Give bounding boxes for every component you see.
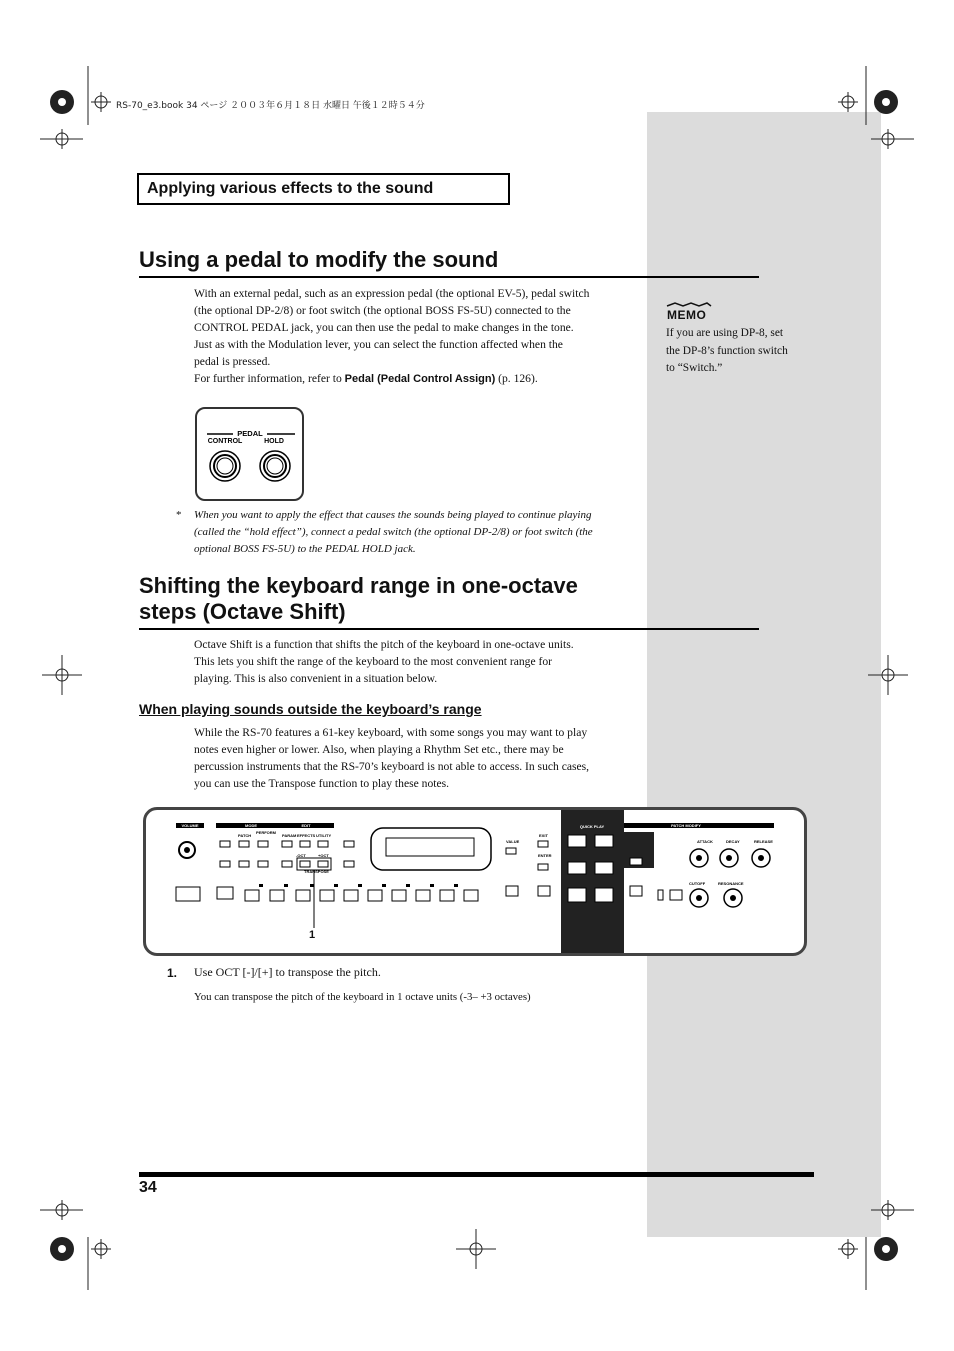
callout-1: 1	[309, 929, 316, 941]
svg-text:VALUE: VALUE	[506, 839, 520, 844]
svg-text:DECAY: DECAY	[726, 839, 740, 844]
svg-text:PERFORM: PERFORM	[256, 830, 276, 835]
svg-text:EDIT: EDIT	[301, 823, 311, 828]
svg-text:RELEASE: RELEASE	[754, 839, 773, 844]
svg-text:VOLUME: VOLUME	[181, 823, 199, 828]
reference-line: For further information, refer to Pedal (Pedal Control Assign) (p. 126).	[194, 372, 538, 385]
pedal-paragraph: With an external pedal, such as an expression pedal (the optional EV-5), pedal switch (the optional DP-2/8) or foot switch (the optional BOSS FS-5U) connected to the CONTROL PEDAL jack, you can then use the pedal to make changes in the tone. Just as with the Modulation lever, you can select the function affected when the pedal is pressed. For further information, refer to Pedal (Pedal Control Assign) (p. 126).	[194, 285, 634, 388]
oct-minus-button[interactable]	[300, 861, 310, 867]
memo-text: If you are using DP-8, set the DP-8’s function switch to “Switch.”	[666, 327, 788, 374]
step-number: 1.	[167, 966, 178, 980]
section-tab: Applying various effects to the sound	[137, 173, 510, 205]
svg-text:RESONANCE: RESONANCE	[718, 881, 744, 886]
svg-text:PATCH MODIFY: PATCH MODIFY	[671, 823, 701, 828]
print-header: RS-70_e3.book 34 ページ ２００３年６月１８日 水曜日 午後１２時５４分	[116, 101, 425, 111]
hold-note: * When you want to apply the effect that causes the sounds being played to continue playing (called the “hold effect”), connect a pedal switch (the optional DP-2/8) or foot switch (the optional BOSS FS-5U) to the PEDAL HOLD jack.	[176, 509, 593, 555]
svg-text:PARAM: PARAM	[282, 833, 297, 838]
hold-jack	[260, 451, 290, 481]
step-text: Use OCT [-]/[+] to transpose the pitch.	[194, 965, 381, 979]
oct-plus-button[interactable]	[318, 861, 328, 867]
svg-text:QUICK PLAY: QUICK PLAY	[579, 824, 605, 829]
memo-icon: MEMO	[667, 304, 706, 318]
pedal-group-label: PEDAL	[237, 429, 263, 438]
front-panel-diagram	[143, 807, 807, 956]
octave-paragraph: Octave Shift is a function that shifts the pitch of the keyboard in one-octave units. This lets you shift the range of the keyboard to the most convenient range for playing. This is also convenient in a situation below.	[194, 638, 574, 685]
svg-text:ENTER: ENTER	[538, 853, 552, 858]
svg-text:EFFECTS: EFFECTS	[297, 833, 316, 838]
svg-text:MODE: MODE	[245, 823, 257, 828]
pedal-jack-diagram	[195, 407, 304, 501]
control-jack	[210, 451, 240, 481]
transpose-label: TRANSPOSE	[304, 869, 329, 874]
svg-text:EXIT: EXIT	[539, 833, 548, 838]
svg-text:CUTOFF: CUTOFF	[689, 881, 706, 886]
heading-octave-shift: Shifting the keyboard range in one-octave steps (Octave Shift)	[139, 573, 759, 630]
heading-pedal: Using a pedal to modify the sound	[139, 247, 759, 278]
hold-jack-label: HOLD	[264, 438, 284, 445]
range-paragraph: While the RS-70 features a 61-key keyboard, with some songs you may want to play notes even higher or lower. Also, when playing a Rhythm Set etc., there may be percussion instruments that the RS-70’s keyboard is not able to access. In such cases, you can use the Transpose function to play these notes.	[194, 726, 590, 790]
svg-text:-OCT: -OCT	[296, 853, 306, 858]
step-subtext: You can transpose the pitch of the keyboard in 1 octave units (-3– +3 octaves)	[194, 991, 531, 1003]
reference-link[interactable]: Pedal (Pedal Control Assign)	[344, 373, 496, 385]
svg-text:UTILITY: UTILITY	[316, 833, 332, 838]
page-number: 34	[139, 1179, 157, 1196]
subheading-outside-range: When playing sounds outside the keyboard’s range	[139, 701, 482, 717]
control-jack-label: CONTROL	[207, 438, 243, 445]
svg-text:+OCT: +OCT	[318, 853, 329, 858]
footer-rule	[139, 1172, 814, 1177]
svg-text:ATTACK: ATTACK	[697, 839, 713, 844]
svg-text:PATCH: PATCH	[238, 833, 252, 838]
